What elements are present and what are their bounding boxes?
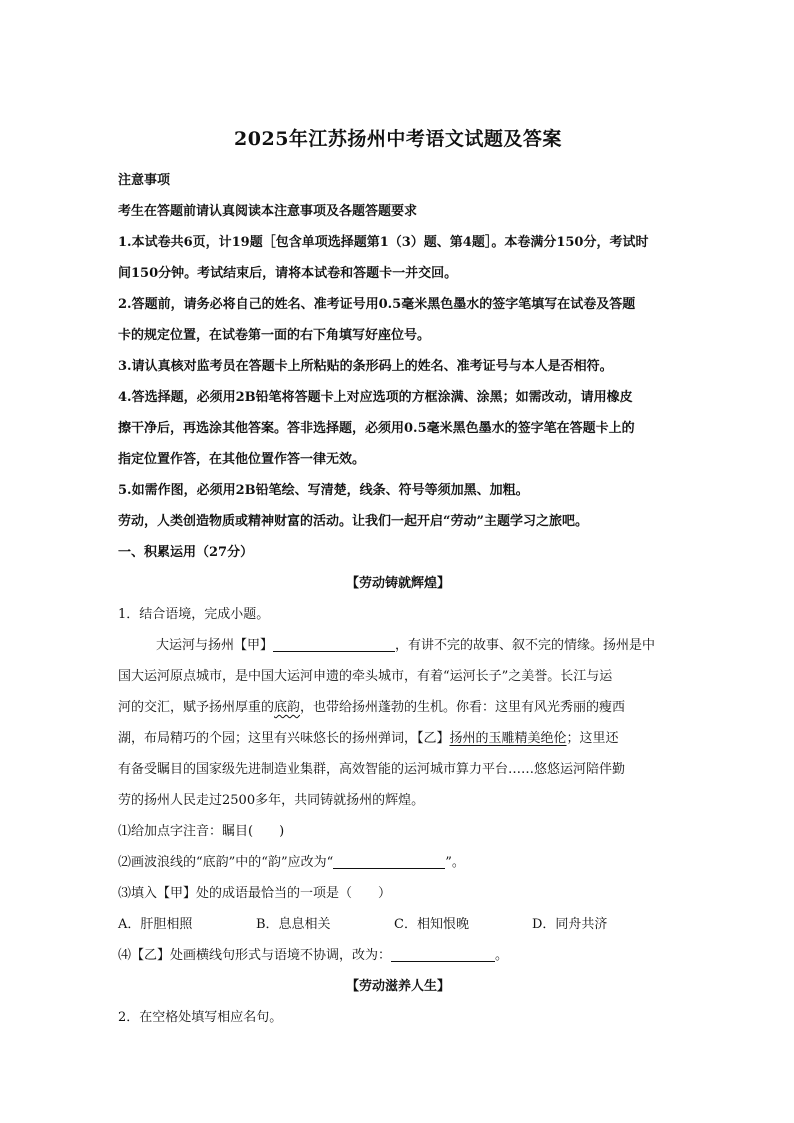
answer-blank-yun[interactable] [333, 854, 445, 869]
underlined-sentence: 扬州的玉雕精美绝伦 [449, 731, 567, 746]
notice-item-line: 4.答选择题，必须用2B铅笔将答题卡上对应选项的方框涂满、涂黑；如需改动，请用橡皮 [118, 390, 633, 405]
passage-line [118, 692, 678, 723]
sub-question-text: 。 [495, 948, 509, 963]
notice-heading: 注意事项 [118, 173, 171, 188]
sub-question-4 [118, 940, 678, 971]
page-title: 2025年江苏扬州中考语文试题及答案 [234, 128, 562, 150]
sub-question-2 [118, 847, 678, 878]
passage-text: ；这里还 [566, 731, 619, 746]
notice-item-line: 1.本试卷共6页，计19题［包含单项选择题第1（3）题、第4题］。本卷满分150分，考试时 [118, 235, 649, 250]
notice-item-line: 3.请认真核对监考员在答题卡上所粘贴的条形码上的姓名、准考证号与本人是否相符。 [118, 359, 613, 374]
notice-item-line: 卡的规定位置，在试卷第一面的右下角填写好座位号。 [118, 328, 431, 343]
passage-text: 湖，布局精巧的个园；这里有兴味悠长的扬州弹词，【乙】 [118, 731, 450, 746]
passage-text: 大运河与扬州【甲】 [156, 638, 274, 653]
sub-question-text: ”。 [445, 855, 465, 870]
document-page [118, 124, 678, 1033]
sub-question-3: ⑶填入【甲】处的成语最恰当的一项是（ ） [118, 886, 392, 901]
sub-question-text: ⑷【乙】处画横线句形式与语境不协调，改为： [118, 948, 392, 963]
choice-option-c[interactable]: C．相知恨晚 [394, 917, 469, 932]
notice-item-line: 间150分钟。考试结束后，请将本试卷和答题卡一并交回。 [118, 266, 458, 281]
passage-text: 河的交汇，赋予扬州厚重的 [118, 700, 275, 715]
passage-line [118, 630, 678, 661]
passage-text: ，有讲不完的故事、叙不完的情缘。扬州是中 [395, 638, 656, 653]
theme-intro: 劳动，人类创造物质或精神财富的活动。让我们一起开启“劳动”主题学习之旅吧。 [118, 514, 588, 529]
question-stem: 1．结合语境，完成小题。 [118, 607, 270, 622]
passage-line: 有备受瞩目的国家级先进制造业集群，高效智能的运河城市算力平台……悠悠运河陪伴勤 [118, 762, 626, 777]
notice-item-line: 5.如需作图，必须用2B铅笔绘、写清楚，线条、符号等须加黑、加粗。 [118, 483, 529, 498]
subsection-heading: 【劳动铸就辉煌】 [345, 576, 450, 591]
sub-question-1: ⑴给加点字注音：瞩目( ) [118, 824, 285, 839]
choice-option-a[interactable]: A．肝胆相照 [118, 917, 193, 932]
passage-line: 劳的扬州人民走过2500多年，共同铸就扬州的辉煌。 [118, 793, 425, 808]
notice-intro: 考生在答题前请认真阅读本注意事项及各题答题要求 [118, 204, 418, 219]
choice-option-b[interactable]: B．息息相关 [256, 917, 331, 932]
answer-blank-jia[interactable] [273, 637, 395, 652]
wavy-underlined-word: 底韵 [274, 700, 301, 715]
choice-options [118, 909, 678, 940]
choice-option-d[interactable]: D．同舟共济 [532, 917, 608, 932]
passage-line [118, 723, 678, 754]
notice-item-line: 指定位置作答，在其他位置作答一律无效。 [118, 452, 366, 467]
section-heading: 一、积累运用（27分） [118, 545, 254, 560]
sub-question-text: ⑵画波浪线的“底韵”中的“韵”应改为“ [118, 855, 334, 870]
passage-text: ，也带给扬州蓬勃的生机。你看：这里有风光秀丽的瘦西 [300, 700, 626, 715]
notice-item-line: 2.答题前，请务必将自己的姓名、准考证号用0.5毫米黑色墨水的签字笔填写在试卷及答题 [118, 297, 636, 312]
question-stem: 2．在空格处填写相应名句。 [118, 1010, 283, 1025]
passage-line: 国大运河原点城市，是中国大运河申遗的牵头城市，有着“运河长子”之美誉。长江与运 [118, 669, 613, 684]
subsection-heading: 【劳动滋养人生】 [345, 979, 450, 994]
notice-item-line: 擦干净后，再选涂其他答案。答非选择题，必须用0.5毫米黑色墨水的签字笔在答题卡上的 [118, 421, 635, 436]
answer-blank-yi[interactable] [391, 947, 495, 962]
